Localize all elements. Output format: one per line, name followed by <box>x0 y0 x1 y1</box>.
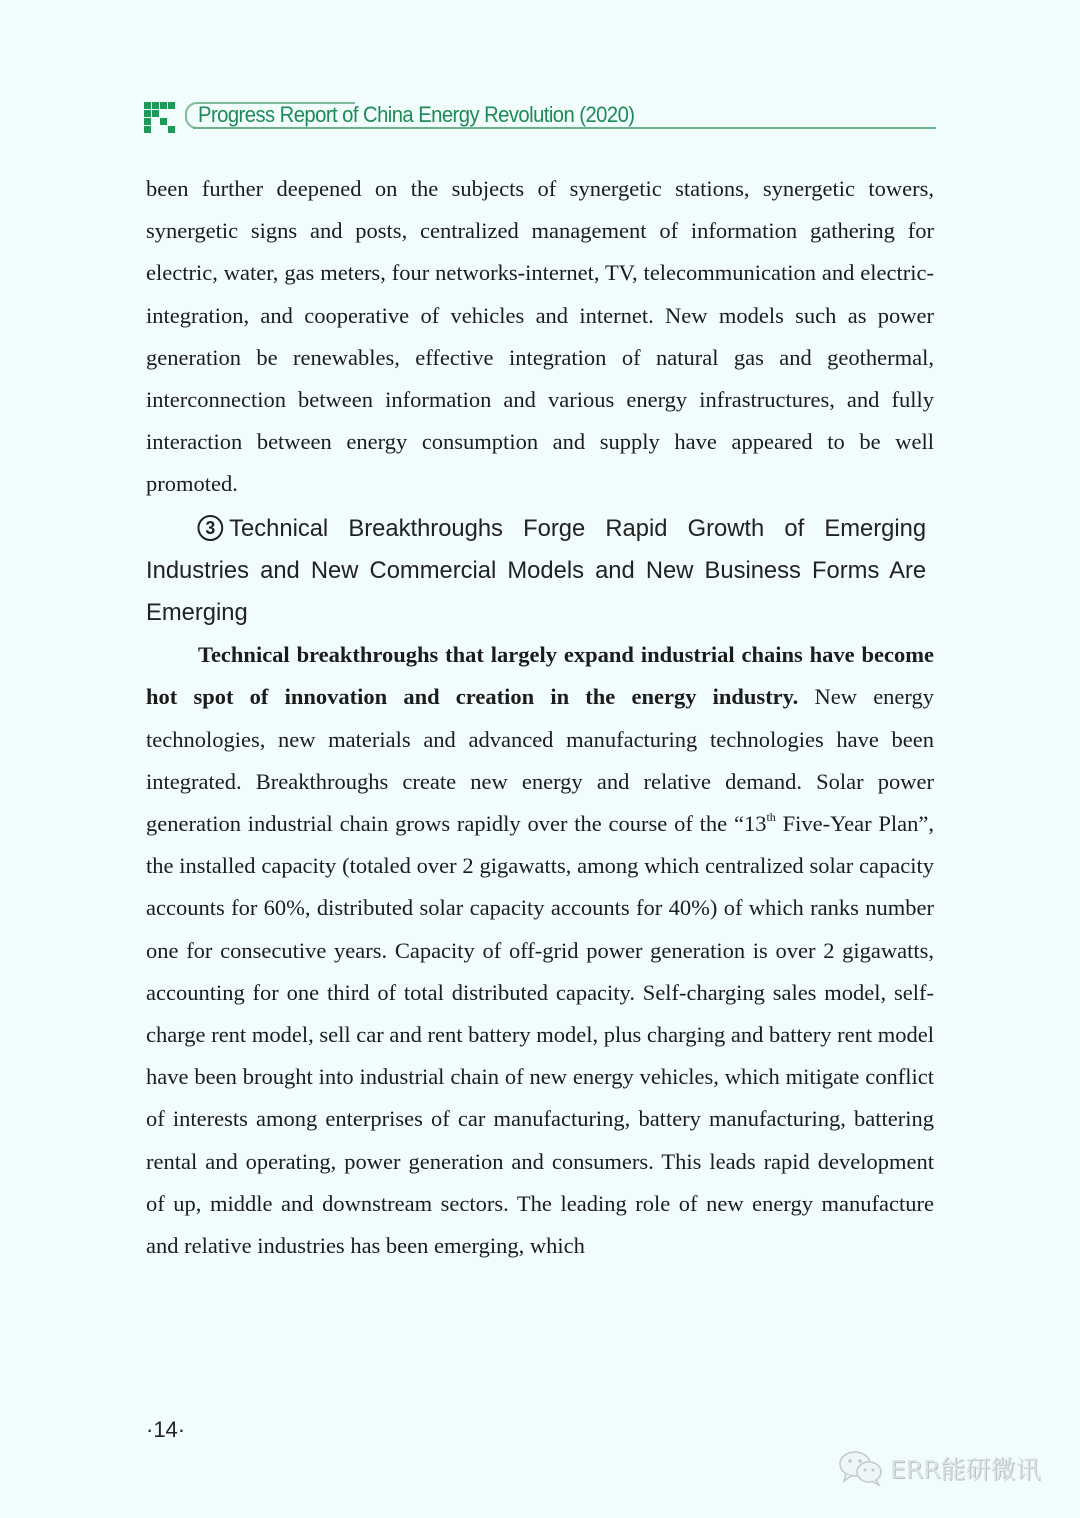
page-body <box>146 168 934 1267</box>
ordinal-superscript: th <box>766 810 776 825</box>
circled-number-icon: 3 <box>197 515 223 541</box>
section-heading-text: Technical Breakthroughs Forge Rapid Growth of Emerging Industries and New Commercial Models and New Business Forms Are Emerging <box>146 514 927 627</box>
wechat-icon <box>838 1450 884 1486</box>
running-header <box>144 100 936 136</box>
page-number: ·14· <box>146 1417 186 1442</box>
paragraph-text-part2: Five-Year Plan”, the installed capacity (totaled over 2 gigawatts, among which centralized solar capacity accounts for 60%, distributed solar capacity accounts for 40%) of which ranks number one for consecutive years. Capacity of off-grid power generation is over 2 gigawatts, accounting for one third of total distributed capacity. Self-charging sales model, self-charge rent model, sell car and rent battery model, plus charging and battery rent model have been brought into industrial chain of new energy vehicles, which mitigate conflict of interests among enterprises of car manufacturing, battery manufacturing, battering rental and operating, power generation and consumers. This leads rapid development of up, middle and downstream sectors. The leading role of new energy manufacture and relative industries has been emerging, which <box>146 811 934 1259</box>
main-paragraph <box>146 634 934 1267</box>
paragraph-text-part1: New energy technologies, new materials and advanced manufacturing technologies have been integrated. Breakthroughs create new energy and relative demand. Solar power generation industrial chain grows rapidly over the course of the “13 <box>146 684 935 837</box>
continuation-paragraph: been further deepened on the subjects of synergetic stations, synergetic towers, synergetic signs and posts, centralized management of information gathering for electric, water, gas meters, four networks-internet, TV, telecommunication and electric- integration, and cooperative of vehicles and internet. New models such as power generation be renewables, effective integration of natural gas and geothermal, interconnection between information and various energy infrastructures, and fully interaction between energy consumption and supply have appeared to be well promoted. <box>146 176 934 497</box>
section-heading <box>146 508 926 635</box>
watermark <box>838 1450 1041 1486</box>
watermark-text: ERR能研微讯 <box>890 1455 1041 1484</box>
lead-sentence: Technical breakthroughs that largely expand industrial chains have become hot spot of innovation and creation in the energy industry. <box>146 642 934 710</box>
pixel-grid-logo-icon <box>144 102 175 133</box>
report-title: Progress Report of China Energy Revolution (2020) <box>198 102 635 127</box>
